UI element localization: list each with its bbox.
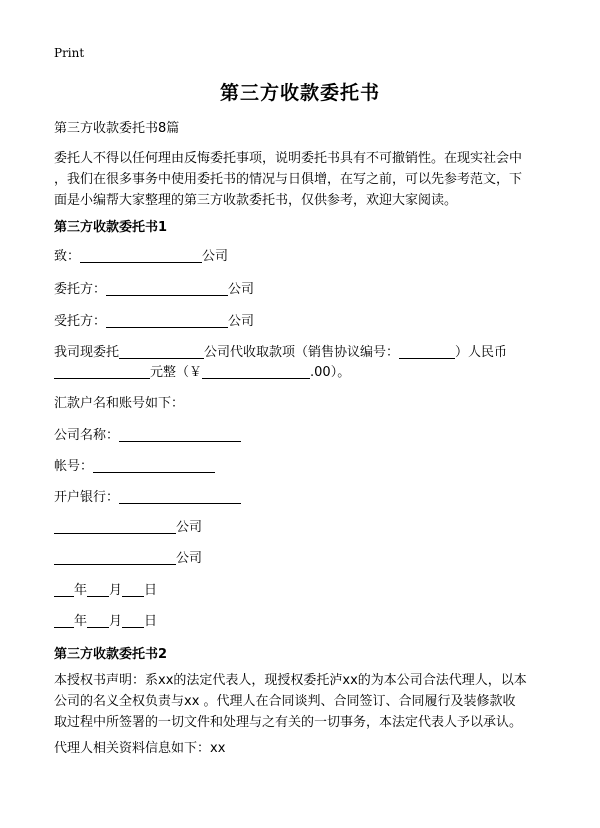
signature-blank xyxy=(54,519,176,534)
company-suffix: 公司 xyxy=(176,551,203,566)
signature-company-1 xyxy=(54,517,202,538)
signature-blank xyxy=(54,550,176,565)
company-name-line xyxy=(54,425,241,446)
entrust-text: .00）。 xyxy=(310,365,351,380)
day-blank xyxy=(122,613,144,628)
entrust-text: 公司代收取款项（销售协议编号： xyxy=(204,345,400,360)
remit-intro: 汇款户名和账号如下： xyxy=(54,396,185,411)
entrust-text: 我司现委托 xyxy=(54,345,120,360)
section2-line: 公司的名义全权负责与xx 。代理人在合同谈判、合同签订、合同履行及装修款收 xyxy=(54,694,516,709)
agent-label: 受托方： xyxy=(54,314,107,329)
company-name-blank xyxy=(119,427,241,442)
section1-heading: 第三方收款委托书1 xyxy=(54,220,168,235)
month-blank xyxy=(87,613,109,628)
company-name-label: 公司名称： xyxy=(54,428,120,443)
document-subtitle: 第三方收款委托书8篇 xyxy=(54,121,180,136)
amount-number-blank xyxy=(202,364,310,379)
account-blank xyxy=(93,458,215,473)
entrust-line-2 xyxy=(54,362,350,383)
month-blank xyxy=(87,582,109,597)
agent-info: 代理人相关资料信息如下：xx xyxy=(54,741,226,756)
entrust-company-blank xyxy=(119,344,204,359)
year-label: 年 xyxy=(74,583,88,598)
day-label: 日 xyxy=(144,583,158,598)
year-blank xyxy=(54,582,74,597)
bank-line xyxy=(54,487,241,508)
account-line xyxy=(54,456,215,477)
month-label: 月 xyxy=(109,614,123,629)
intro-line: 面是小编帮大家整理的第三方收款委托书，仅供参考，欢迎大家阅读。 xyxy=(54,193,458,208)
principal-label: 委托方： xyxy=(54,282,107,297)
company-suffix: 公司 xyxy=(228,282,255,297)
to-label: 致： xyxy=(54,249,81,264)
contract-number-blank xyxy=(399,344,455,359)
document-title: 第三方收款委托书 xyxy=(219,82,380,104)
to-blank xyxy=(80,248,202,263)
date-line-1 xyxy=(54,580,157,601)
intro-paragraph xyxy=(54,148,548,211)
year-blank xyxy=(54,613,74,628)
month-label: 月 xyxy=(109,583,123,598)
entrust-line-1 xyxy=(54,342,507,363)
entrust-text: 元整（￥ xyxy=(150,365,203,380)
bank-label: 开户银行： xyxy=(54,490,120,505)
intro-line: 委托人不得以任何理由反悔委托事项，说明委托书具有不可撤销性。在现实社会中 xyxy=(54,151,523,166)
bank-blank xyxy=(119,489,241,504)
intro-line: ，我们在很多事务中使用委托书的情况与日俱增，在写之前，可以先参考范文，下 xyxy=(54,172,523,187)
company-suffix: 公司 xyxy=(202,249,229,264)
day-blank xyxy=(122,582,144,597)
signature-company-2 xyxy=(54,548,202,569)
print-link[interactable]: Print xyxy=(54,46,85,60)
principal-blank xyxy=(106,281,228,296)
company-suffix: 公司 xyxy=(228,314,255,329)
account-label: 帐号： xyxy=(54,459,94,474)
agent-blank xyxy=(106,313,228,328)
date-line-2 xyxy=(54,611,157,632)
section2-line: 本授权书声明：系xx的法定代表人，现授权委托泸xx的为本公司合法代理人，以本 xyxy=(54,673,527,688)
principal-line xyxy=(54,279,254,300)
day-label: 日 xyxy=(144,614,158,629)
section2-paragraph xyxy=(54,670,548,733)
agent-line xyxy=(54,311,254,332)
year-label: 年 xyxy=(74,614,88,629)
to-line xyxy=(54,246,228,267)
section2-line: 取过程中所签署的一切文件和处理与之有关的一切事务，本法定代表人予以承认。 xyxy=(54,715,523,730)
company-suffix: 公司 xyxy=(176,520,203,535)
entrust-text: ）人民币 xyxy=(455,345,508,360)
amount-words-blank xyxy=(54,364,150,379)
section2-heading: 第三方收款委托书2 xyxy=(54,647,168,662)
